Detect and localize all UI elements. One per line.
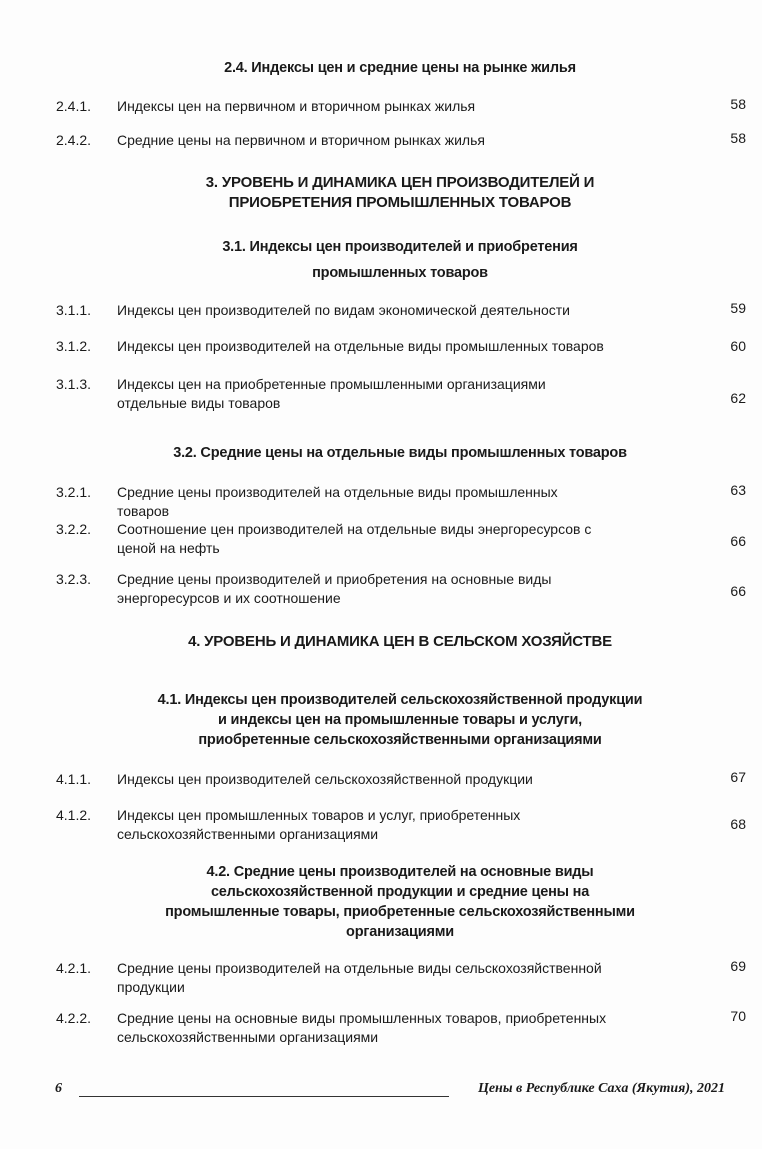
entry-page: 66 — [730, 583, 746, 599]
heading-line: промышленные товары, приобретенные сельскохозяйственными — [165, 904, 635, 920]
entry-page: 60 — [730, 338, 746, 354]
entry-page: 63 — [730, 482, 746, 498]
entry-title — [117, 1009, 712, 1047]
entry-title-line: энергоресурсов и их соотношение — [117, 590, 341, 606]
entry-title-line: товаров — [117, 503, 170, 519]
entry-title-line: продукции — [117, 979, 185, 995]
entry-page: 58 — [730, 96, 746, 112]
entry-page: 69 — [730, 958, 746, 974]
entry-title: Индексы цен производителей по видам экономической деятельности — [117, 302, 570, 318]
entry-page: 67 — [730, 769, 746, 785]
section-heading-4-1 — [90, 690, 710, 750]
section-heading-3-1 — [110, 234, 690, 286]
entry-title — [117, 483, 712, 521]
chapter-heading-4 — [110, 632, 690, 652]
entry-title-line: ценой на нефть — [117, 540, 220, 556]
entry-title-line: Средние цены производителей на отдельные виды сельскохозяйственной — [117, 960, 602, 976]
heading-text: 2.4. Индексы цен и средние цены на рынке жилья — [224, 60, 576, 76]
chapter-heading-3 — [110, 173, 690, 213]
entry-title — [117, 806, 712, 844]
heading-line: 3. УРОВЕНЬ И ДИНАМИКА ЦЕН ПРОИЗВОДИТЕЛЕЙ И — [205, 174, 595, 191]
entry-number: 4.1.2. — [56, 807, 92, 823]
entry-title-line: Средние цены производителей на отдельные виды промышленных — [117, 484, 558, 500]
entry-page: 66 — [730, 533, 746, 549]
entry-number: 3.2.2. — [56, 521, 92, 537]
entry-title: Индексы цен производителей сельскохозяйственной продукции — [117, 771, 533, 787]
entry-title: Индексы цен производителей на отдельные виды промышленных товаров — [117, 338, 604, 354]
footer-rule — [79, 1096, 449, 1097]
heading-line: и индексы цен на промышленные товары и услуги, — [218, 712, 582, 728]
section-heading-4-2 — [100, 862, 700, 942]
entry-page: 59 — [730, 300, 746, 316]
entry-number: 4.1.1. — [56, 771, 92, 787]
section-heading-3-2 — [110, 443, 690, 463]
section-heading-2-4 — [110, 58, 690, 78]
entry-title: Средние цены на первичном и вторичном рынках жилья — [117, 132, 485, 148]
page-footer — [55, 1081, 725, 1101]
entry-title — [117, 959, 712, 997]
entry-number: 4.2.1. — [56, 960, 92, 976]
heading-text: 4. УРОВЕНЬ И ДИНАМИКА ЦЕН В СЕЛЬСКОМ ХОЗЯЙСТВЕ — [188, 633, 612, 650]
entry-title — [117, 375, 712, 413]
entry-title — [117, 520, 712, 558]
entry-page: 58 — [730, 130, 746, 146]
heading-line: ПРИОБРЕТЕНИЯ ПРОМЫШЛЕННЫХ ТОВАРОВ — [228, 194, 572, 211]
entry-number: 3.2.3. — [56, 571, 92, 587]
entry-title-line: Соотношение цен производителей на отдельные виды энергоресурсов с — [117, 521, 592, 537]
entry-title-line: Индексы цен промышленных товаров и услуг, приобретенных — [117, 807, 521, 823]
entry-title-line: отдельные виды товаров — [117, 395, 281, 411]
entry-title-line: сельскохозяйственными организациями — [117, 1029, 379, 1045]
entry-number: 3.2.1. — [56, 484, 92, 500]
heading-text: 3.2. Средние цены на отдельные виды промышленных товаров — [173, 445, 627, 461]
entry-number: 3.1.2. — [56, 338, 92, 354]
entry-number: 3.1.3. — [56, 376, 92, 392]
entry-page: 70 — [730, 1008, 746, 1024]
entry-title-line: Индексы цен на приобретенные промышленными организациями — [117, 376, 546, 392]
heading-line: промышленных товаров — [312, 265, 488, 281]
heading-line: организациями — [346, 924, 454, 940]
heading-line: 4.2. Средние цены производителей на основные виды — [206, 864, 594, 880]
entry-number: 2.4.2. — [56, 132, 92, 148]
entry-number: 2.4.1. — [56, 98, 92, 114]
heading-line: 4.1. Индексы цен производителей сельскохозяйственной продукции — [157, 692, 643, 708]
page-number: 6 — [55, 1081, 62, 1096]
entry-number: 4.2.2. — [56, 1010, 92, 1026]
heading-line: приобретенные сельскохозяйственными организациями — [198, 732, 602, 748]
heading-line: 3.1. Индексы цен производителей и приобретения — [222, 239, 578, 255]
entry-title-line: Средние цены на основные виды промышленных товаров, приобретенных — [117, 1010, 607, 1026]
publication-title: Цены в Республике Саха (Якутия), 2021 — [477, 1081, 725, 1096]
entry-page: 68 — [730, 816, 746, 832]
entry-page: 62 — [730, 390, 746, 406]
entry-title-line: сельскохозяйственными организациями — [117, 826, 379, 842]
entry-number: 3.1.1. — [56, 302, 92, 318]
entry-title: Индексы цен на первичном и вторичном рынках жилья — [117, 98, 476, 114]
entry-title-line: Средние цены производителей и приобретения на основные виды — [117, 571, 552, 587]
entry-title — [117, 570, 712, 608]
heading-line: сельскохозяйственной продукции и средние цены на — [210, 884, 590, 900]
